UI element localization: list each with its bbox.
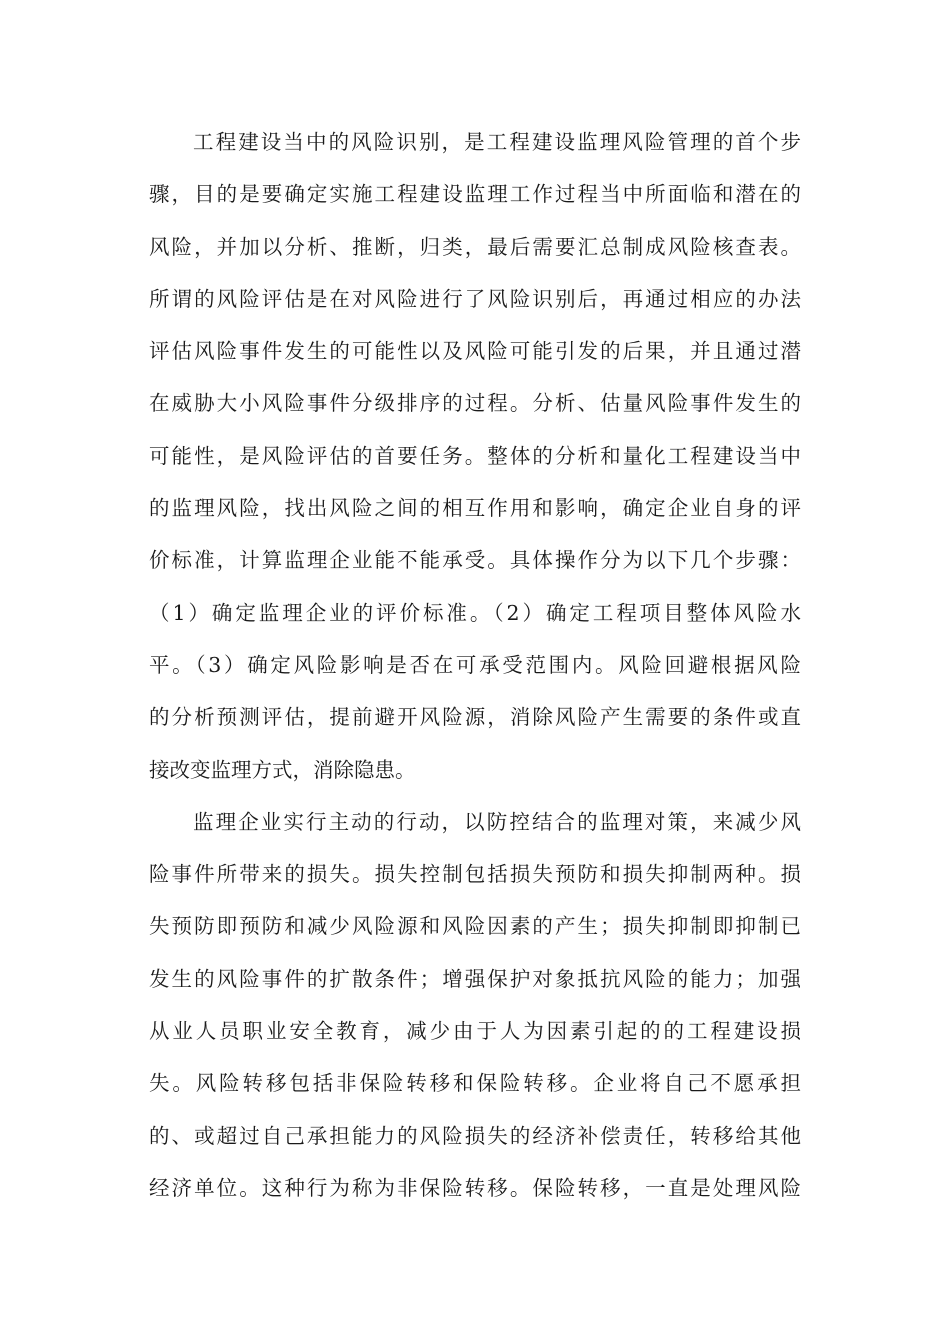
text-line: 监理企业实行主动的行动，以防控结合的监理对策，来减少风 [193, 809, 801, 834]
text-line: 平。（3）确定风险影响是否在可承受范围内。风险回避根据风险 [149, 652, 801, 677]
text-line: （1）确定监理企业的评价标准。（2）确定工程项目整体风险水 [149, 600, 801, 625]
paragraph-1 [149, 116, 801, 796]
text-line: 风险，并加以分析、推断，归类，最后需要汇总制成风险核查表。 [149, 234, 801, 259]
text-line: 经济单位。这种行为称为非保险转移。保险转移，一直是处理风险 [149, 1175, 801, 1200]
text-line: 价标准，计算监理企业能不能承受。具体操作分为以下几个步骤： [149, 548, 801, 573]
text-line: 在威胁大小风险事件分级排序的过程。分析、估量风险事件发生的 [149, 391, 801, 416]
text-line: 评估风险事件发生的可能性以及风险可能引发的后果，并且通过潜 [149, 339, 801, 364]
body-text [149, 116, 801, 1214]
paragraph-2 [149, 796, 801, 1214]
text-line: 从业人员职业安全教育，减少由于人为因素引起的的工程建设损 [149, 1019, 801, 1044]
text-line: 所谓的风险评估是在对风险进行了风险识别后，再通过相应的办法 [149, 286, 801, 311]
text-line: 的分析预测评估，提前避开风险源，消除风险产生需要的条件或直 [149, 705, 801, 730]
text-line: 发生的风险事件的扩散条件；增强保护对象抵抗风险的能力；加强 [149, 966, 801, 991]
text-line: 险事件所带来的损失。损失控制包括损失预防和损失抑制两种。损 [149, 862, 801, 887]
text-line: 失预防即预防和减少风险源和风险因素的产生；损失抑制即抑制已 [149, 914, 801, 939]
text-line: 可能性，是风险评估的首要任务。整体的分析和量化工程建设当中 [149, 443, 801, 468]
text-line: 骤，目的是要确定实施工程建设监理工作过程当中所面临和潜在的 [149, 182, 801, 207]
text-line: 失。风险转移包括非保险转移和保险转移。企业将自己不愿承担 [149, 1071, 801, 1096]
text-line: 工程建设当中的风险识别，是工程建设监理风险管理的首个步 [193, 130, 801, 154]
text-line: 的监理风险，找出风险之间的相互作用和影响，确定企业自身的评 [149, 496, 801, 521]
text-line: 的、或超过自己承担能力的风险损失的经济补偿责任，转移给其他 [149, 1123, 801, 1148]
text-line: 接改变监理方式，消除隐患。 [149, 757, 416, 782]
